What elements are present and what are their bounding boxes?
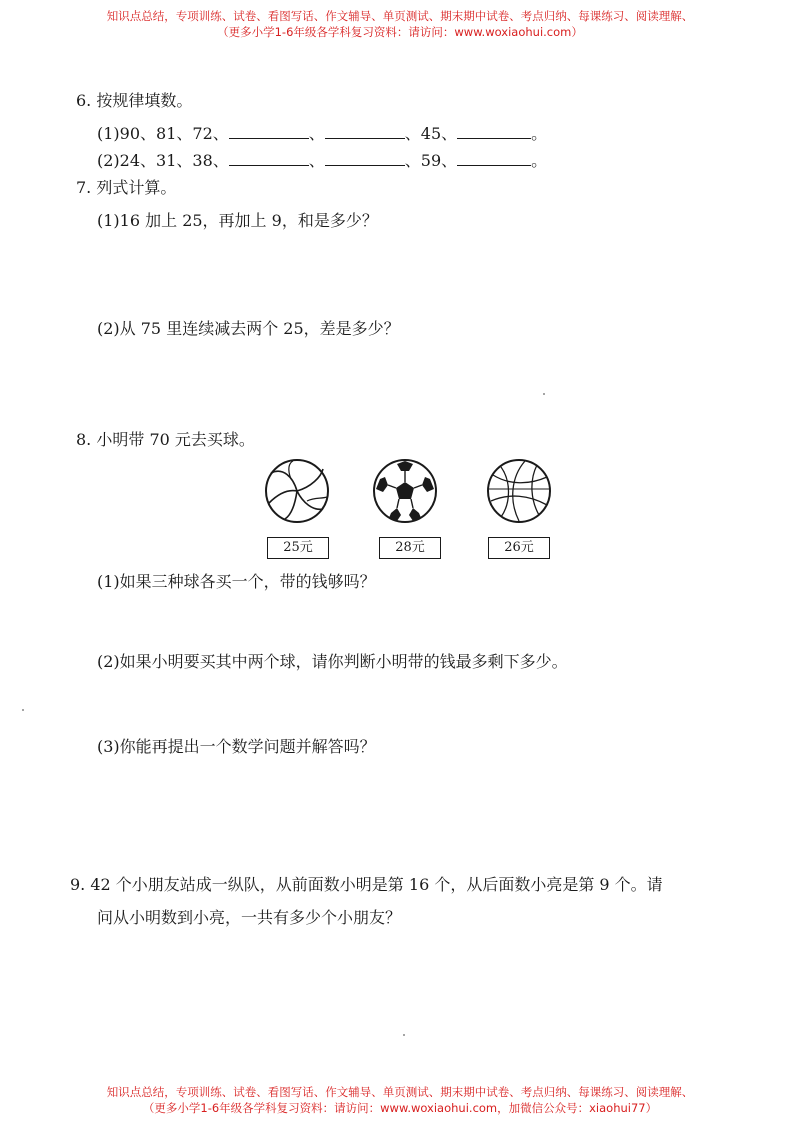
basketball-price-tag: 26元 <box>488 537 550 559</box>
period: 。 <box>531 151 548 170</box>
scan-speck <box>543 393 545 395</box>
scan-speck <box>403 1034 405 1036</box>
answer-blank[interactable] <box>457 124 531 139</box>
q7-part-2: (2)从 75 里连续减去两个 25，差是多少？ <box>97 319 400 338</box>
q6-title: 6. 按规律填数。 <box>76 91 193 110</box>
period: 。 <box>531 124 548 143</box>
q6-row-1 <box>97 123 547 145</box>
scan-speck <box>22 709 24 711</box>
soccer-ball-price-tag: 28元 <box>379 537 441 559</box>
header-banner <box>0 8 800 40</box>
q9-line-1: 9. 42 个小朋友站成一纵队，从前面数小明是第 16 个，从后面数小亮是第 9 个。请 <box>70 875 663 894</box>
q9-line-2: 问从小明数到小亮，一共有多少个小朋友？ <box>97 908 402 927</box>
q8-title: 8. 小明带 70 元去买球。 <box>76 430 255 449</box>
q8-part-3: (3)你能再提出一个数学问题并解答吗？ <box>97 737 376 756</box>
q8-part-2: (2)如果小明要买其中两个球，请你判断小明带的钱最多剩下多少。 <box>97 652 568 671</box>
q6-row-1-given: 、45、 <box>404 124 458 143</box>
q8-part-1: (1)如果三种球各买一个，带的钱够吗？ <box>97 572 376 591</box>
q6-row-2-prefix: (2)24、31、38、 <box>97 151 229 170</box>
q7-title: 7. 列式计算。 <box>76 178 177 197</box>
soccer-ball-icon <box>371 457 439 525</box>
volleyball-price-tag: 25元 <box>267 537 329 559</box>
answer-blank[interactable] <box>229 124 309 139</box>
answer-blank[interactable] <box>457 151 531 166</box>
q7-part-1: (1)16 加上 25，再加上 9，和是多少？ <box>97 211 378 230</box>
header-line-2: （更多小学1-6年级各学科复习资料：请访问：www.woxiaohui.com） <box>217 25 583 39</box>
volleyball-icon <box>263 457 331 525</box>
basketball-icon <box>485 457 553 525</box>
separator: 、 <box>308 124 325 143</box>
separator: 、 <box>308 151 325 170</box>
footer-line-2: （更多小学1-6年级各学科复习资料：请访问：www.woxiaohui.com，加微信公众号：xiaohui77） <box>142 1101 658 1115</box>
answer-blank[interactable] <box>325 124 405 139</box>
q6-row-2 <box>97 150 547 172</box>
q6-row-1-prefix: (1)90、81、72、 <box>97 124 229 143</box>
footer-line-1: 知识点总结，专项训练、试卷、看图写话、作文辅导、单页测试、期末期中试卷、考点归纳、每课练习、阅读理解、 <box>106 1085 694 1099</box>
answer-blank[interactable] <box>325 151 405 166</box>
answer-blank[interactable] <box>229 151 309 166</box>
footer-banner <box>0 1084 800 1116</box>
header-line-1: 知识点总结，专项训练、试卷、看图写话、作文辅导、单页测试、期末期中试卷、考点归纳、每课练习、阅读理解、 <box>106 9 694 23</box>
q6-row-2-given: 、59、 <box>404 151 458 170</box>
